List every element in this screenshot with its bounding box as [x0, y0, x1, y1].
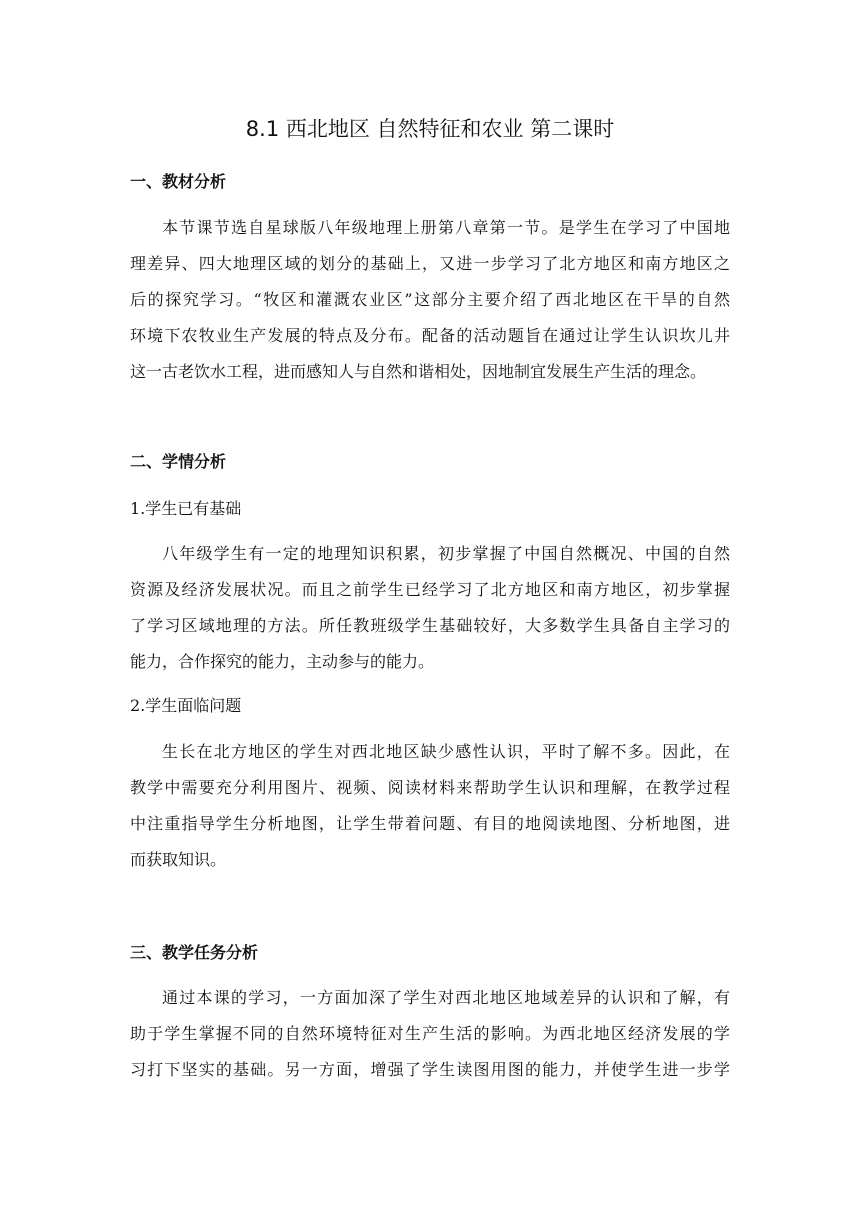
paragraph-teaching-task-analysis [130, 980, 730, 1088]
section-heading-textbook-analysis: 一、教材分析 [130, 172, 227, 191]
section-heading-teaching-task-analysis: 三、教学任务分析 [130, 943, 259, 962]
paragraph-line: 生长在北方地区的学生对西北地区缺少感性认识，平时了解不多。因此，在 [162, 742, 730, 761]
paragraph-line: 理差异、四大地理区域的划分的基础上，又进一步学习了北方地区和南方地区之 [130, 254, 730, 273]
paragraph-line: 习打下坚实的基础。另一方面，增强了学生读图用图的能力，并使学生进一步学 [130, 1060, 730, 1079]
paragraph-line: 本节课节选自星球版八年级地理上册第八章第一节。是学生在学习了中国地 [162, 218, 730, 237]
paragraph-line: 了学习区域地理的方法。所任教班级学生基础较好，大多数学生具备自主学习的 [130, 616, 730, 635]
subheading-student-foundation: 1.学生已有基础 [130, 499, 242, 518]
paragraph-student-foundation [130, 536, 730, 680]
paragraph-line: 八年级学生有一定的地理知识积累，初步掌握了中国自然概况、中国的自然 [162, 544, 730, 563]
paragraph-line: 而获取知识。 [130, 850, 227, 869]
paragraph-textbook-analysis [130, 210, 730, 390]
paragraph-line: 教学中需要充分利用图片、视频、阅读材料来帮助学生认识和理解，在教学过程 [130, 778, 730, 797]
paragraph-line: 助于学生掌握不同的自然环境特征对生产生活的影响。为西北地区经济发展的学 [130, 1024, 730, 1043]
paragraph-line: 后的探究学习。“牧区和灌溉农业区”这部分主要介绍了西北地区在干旱的自然 [130, 290, 730, 309]
paragraph-line: 这一古老饮水工程，进而感知人与自然和谐相处，因地制宜发展生产生活的理念。 [130, 362, 707, 381]
paragraph-line: 资源及经济发展状况。而且之前学生已经学习了北方地区和南方地区，初步掌握 [130, 580, 730, 599]
section-heading-student-analysis: 二、学情分析 [130, 452, 227, 471]
paragraph-line: 环境下农牧业生产发展的特点及分布。配备的活动题旨在通过让学生认识坎儿井 [130, 326, 730, 345]
paragraph-line: 能力，合作探究的能力，主动参与的能力。 [130, 652, 435, 671]
paragraph-line: 通过本课的学习，一方面加深了学生对西北地区地域差异的认识和了解，有 [162, 988, 730, 1007]
paragraph-line: 中注重指导学生分析地图，让学生带着问题、有目的地阅读地图、分析地图，进 [130, 814, 730, 833]
paragraph-student-problems [130, 734, 730, 878]
subheading-student-problems: 2.学生面临问题 [130, 696, 242, 715]
document-title: 8.1 西北地区 自然特征和农业 第二课时 [245, 117, 615, 141]
